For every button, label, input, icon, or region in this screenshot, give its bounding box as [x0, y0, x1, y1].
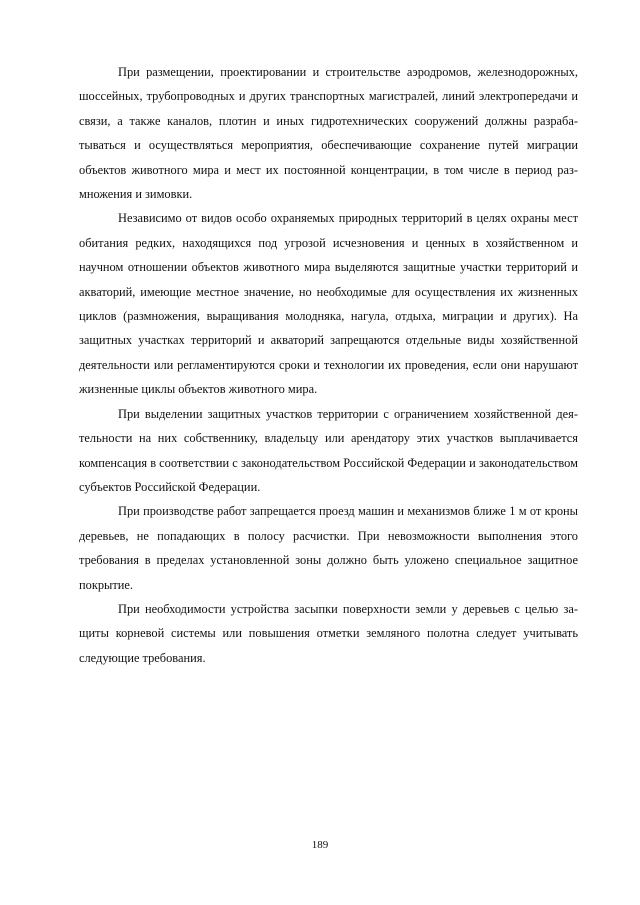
- paragraph-5: При необходимости устройства засыпки поверхности земли у деревьев с целью защиты корневой системы или повышения отметки земляного полотна следует учитывать следующие требования.: [79, 601, 578, 665]
- paragraph-2: Независимо от видов особо охраняемых природных территорий в целях охраны мест обитания редких, находящихся под угрозой исчезновения и ценных в хозяйственном и научном отношении объектов животного мира выделяются защитные участки территорий и акваторий, имеющие местное значение, но необходимые для осуществления их жизненных циклов (размножения, выращивания молодняка, нагула, отдыха, миграции и других). На защитных участках территорий и акваторий запрещаются отдельные виды хозяйственной деятельности или регламентируются сроки и технологии их проведения, если они нарушают жизненные циклы объектов животного мира.: [79, 211, 578, 397]
- paragraph-4: При производстве работ запрещается проезд машин и механизмов ближе 1 м от кроны деревьев, не попадающих в полосу расчистки. При невозможности выполнения этого требования в пределах установленной зоны должно быть уложено специальное защитное покрытие.: [79, 504, 578, 592]
- page-body: [79, 60, 578, 670]
- page-number: 189: [311, 839, 329, 851]
- paragraph-3: При выделении защитных участков территории с ограничением хозяйственной деятельности на них собственнику, владельцу или арендатору этих участков выплачивается компенсация в соответствии с законодательством Российской Федерации и законодательством субъектов Российской Федерации.: [79, 406, 578, 494]
- paragraph-1: При размещении, проектировании и строительстве аэродромов, железнодорожных, шоссейных, трубопроводных и других транспортных магистралей, линий электропередачи и связи, а также каналов, плотин и иных гидротехнических сооружений должны разрабатываться и осуществляться мероприятия, обеспечивающие сохранение путей миграции объектов животного мира и мест их постоянной концентрации, в том числе в период размножения и зимовки.: [79, 65, 578, 202]
